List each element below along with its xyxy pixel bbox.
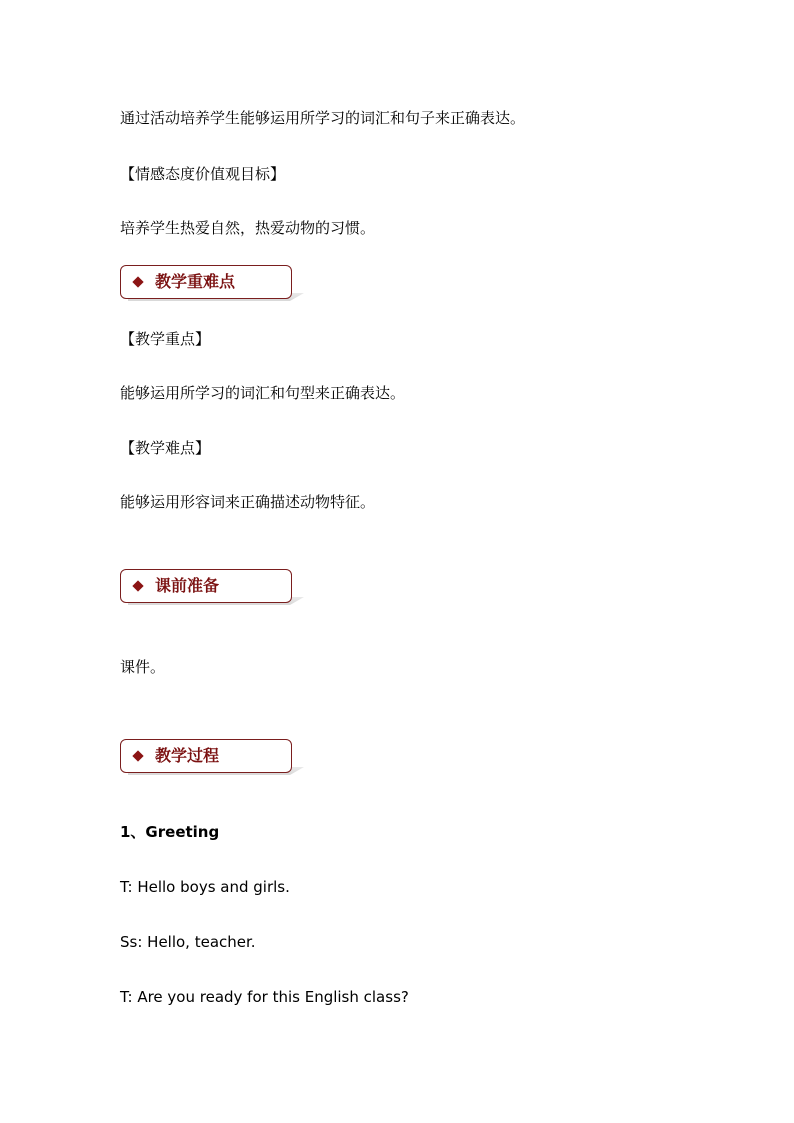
paragraph-teaching-difficulty: 能够运用形容词来正确描述动物特征。 [120, 493, 376, 511]
subheading-greeting: 1、Greeting [120, 823, 220, 841]
heading-teaching-focus: 【教学重点】 [120, 330, 211, 348]
section-title-key-points: 教学重难点 [155, 272, 236, 291]
section-box-preparation [120, 569, 292, 603]
paragraph-teaching-focus: 能够运用所学习的词汇和句型来正确表达。 [120, 384, 406, 402]
paragraph-courseware: 课件。 [120, 658, 166, 676]
diamond-bullet-icon [132, 750, 143, 761]
paragraph-love-nature: 培养学生热爱自然，热爱动物的习惯。 [120, 219, 376, 237]
section-title-process: 教学过程 [155, 746, 220, 765]
paragraph-activity-goal: 通过活动培养学生能够运用所学习的词汇和句子来正确表达。 [120, 109, 526, 127]
section-title-preparation: 课前准备 [155, 576, 220, 595]
section-box-process [120, 739, 292, 773]
heading-teaching-difficulty: 【教学难点】 [120, 439, 211, 457]
diamond-bullet-icon [132, 580, 143, 591]
heading-emotion-goal: 【情感态度价值观目标】 [120, 165, 286, 183]
dialogue-students-hello: Ss: Hello, teacher. [120, 933, 256, 951]
dialogue-teacher-hello: T: Hello boys and girls. [120, 878, 290, 896]
section-box-key-points [120, 265, 292, 299]
dialogue-teacher-ready: T: Are you ready for this English class? [120, 988, 409, 1006]
diamond-bullet-icon [132, 276, 143, 287]
